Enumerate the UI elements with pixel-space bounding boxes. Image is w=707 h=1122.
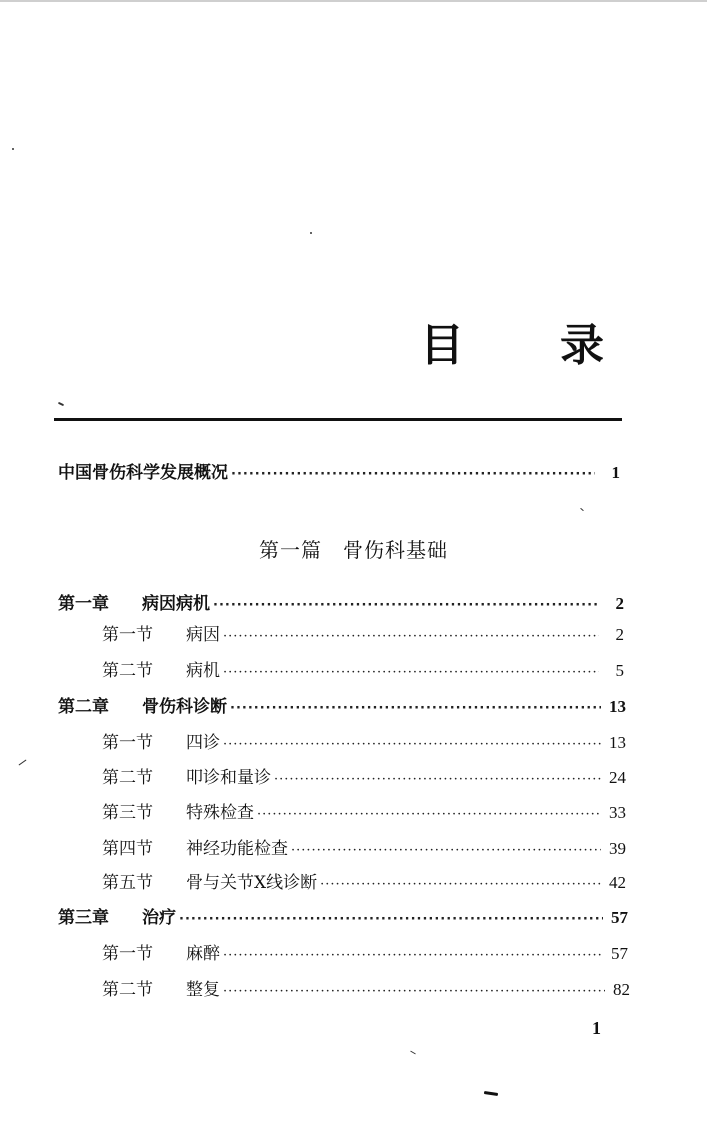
scan-speck [580, 508, 584, 511]
toc-section-entry[interactable] [102, 838, 626, 860]
chapter-number: 第一章 [58, 594, 109, 614]
chapter-page: 57 [611, 908, 628, 927]
section-title: 病机 [186, 661, 220, 681]
section-number: 第二节 [102, 980, 153, 1000]
toc-section-entry[interactable] [102, 624, 624, 646]
section-page: 24 [609, 768, 626, 787]
toc-leader-dots [257, 804, 601, 826]
toc-section-entry[interactable] [102, 943, 628, 965]
section-number: 第二节 [102, 661, 153, 681]
scan-speck [310, 232, 312, 234]
toc-section-entry[interactable] [102, 872, 626, 894]
scan-speck [19, 760, 27, 766]
section-title: 病因 [186, 625, 220, 645]
toc-section-entry[interactable] [102, 732, 626, 754]
toc-chapter-entry[interactable] [58, 593, 624, 615]
toc-leader-dots [291, 840, 601, 862]
title-char-mu: 目 [420, 320, 464, 371]
section-number: 第一节 [102, 944, 153, 964]
chapter-title: 病因病机 [142, 594, 210, 614]
section-title: 骨与关节X线诊断 [186, 873, 318, 893]
section-number: 第五节 [102, 873, 153, 893]
chapter-title: 治疗 [142, 908, 176, 928]
toc-chapter-entry[interactable] [58, 907, 628, 929]
section-number: 第一节 [102, 625, 153, 645]
part-title: 第一篇 骨伤科基础 [259, 538, 448, 562]
section-page: 33 [609, 803, 626, 822]
chapter-title: 骨伤科诊断 [142, 697, 227, 717]
section-title: 特殊检查 [186, 803, 254, 823]
toc-section-entry[interactable] [102, 979, 630, 1001]
section-title: 麻醉 [186, 944, 220, 964]
section-number: 第一节 [102, 733, 153, 753]
section-number: 第三节 [102, 803, 153, 823]
section-page: 82 [613, 980, 630, 999]
section-page: 2 [615, 625, 624, 644]
chapter-number: 第二章 [58, 697, 109, 717]
section-page: 13 [609, 733, 626, 752]
toc-intro-label: 中国骨伤科学发展概况 [58, 463, 228, 483]
section-title: 四诊 [186, 733, 220, 753]
toc-section-entry[interactable] [102, 660, 624, 682]
toc-leader-dots [213, 595, 599, 617]
page-title [420, 316, 630, 376]
toc-leader-dots [231, 464, 595, 486]
title-divider-rule [54, 418, 622, 421]
toc-intro-page: 1 [611, 463, 620, 482]
section-title: 神经功能检查 [186, 839, 288, 859]
section-title: 叩诊和量诊 [186, 768, 271, 788]
toc-leader-dots [230, 698, 601, 720]
section-title: 整复 [186, 980, 220, 1000]
page-number: 1 [592, 1018, 601, 1038]
section-page: 5 [615, 661, 624, 680]
section-number: 第四节 [102, 839, 153, 859]
toc-intro-entry[interactable] [58, 462, 620, 484]
chapter-number: 第三章 [58, 908, 109, 928]
toc-leader-dots [223, 734, 601, 756]
toc-section-entry[interactable] [102, 802, 626, 824]
toc-leader-dots [223, 662, 599, 684]
toc-leader-dots [223, 626, 599, 648]
toc-leader-dots [223, 981, 605, 1003]
toc-leader-dots [223, 945, 603, 967]
scan-speck [12, 148, 14, 150]
section-page: 57 [611, 944, 628, 963]
chapter-page: 13 [609, 697, 626, 716]
toc-leader-dots [179, 909, 603, 931]
toc-leader-dots [274, 769, 601, 791]
toc-chapter-entry[interactable] [58, 696, 626, 718]
section-page: 39 [609, 839, 626, 858]
scan-speck [410, 1051, 416, 1055]
scan-speck [58, 402, 64, 406]
title-char-lu: 录 [560, 320, 604, 371]
top-edge-rule [0, 0, 707, 2]
scan-speck [484, 1091, 498, 1096]
toc-leader-dots [320, 874, 601, 896]
chapter-page: 2 [615, 594, 624, 613]
toc-section-entry[interactable] [102, 767, 626, 789]
section-page: 42 [609, 873, 626, 892]
section-number: 第二节 [102, 768, 153, 788]
